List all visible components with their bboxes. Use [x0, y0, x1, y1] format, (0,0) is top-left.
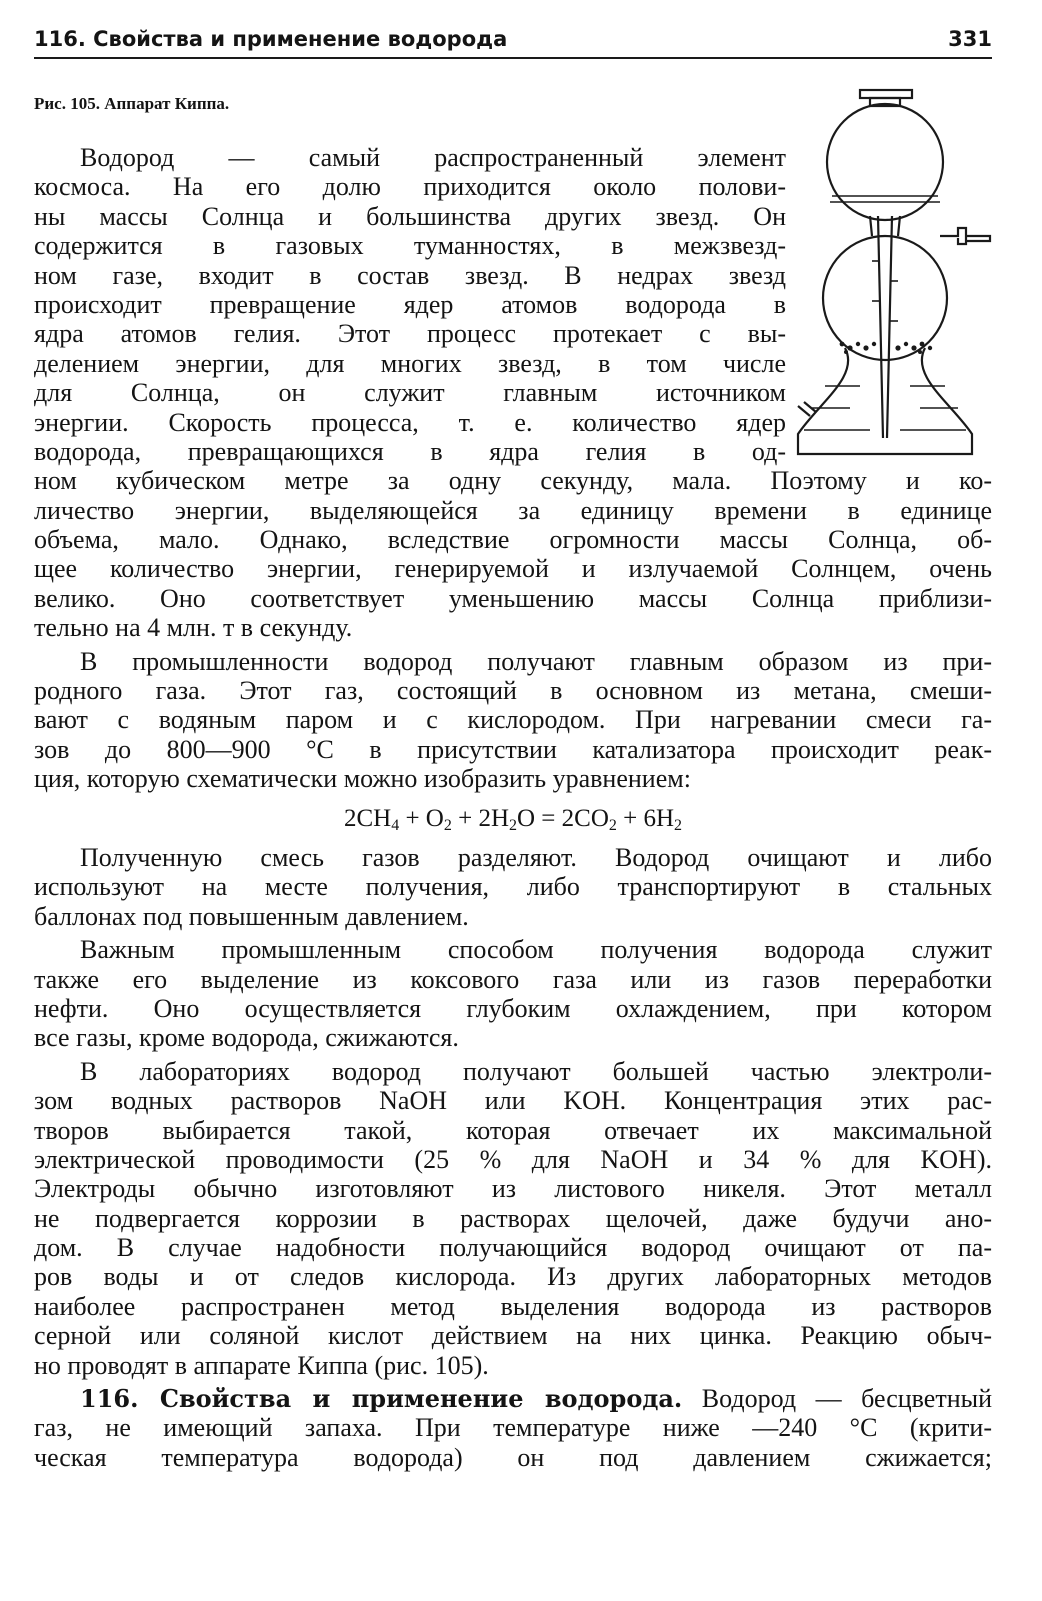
- text-line: космоса. На его долю приходится около полови-: [34, 172, 786, 202]
- text-line: не подвергается коррозии в растворах щелочей, даже будучи ано-: [34, 1203, 992, 1233]
- text-line: содержится в газовых туманностях, в межзвезд-: [34, 231, 786, 261]
- text-line: водорода, превращающихся в ядра гелия в од-: [34, 436, 786, 466]
- text-line: Водород — самый распространенный элемент: [80, 143, 786, 172]
- running-head: [34, 24, 992, 60]
- text-line: делением энергии, для многих звезд, в том числе: [34, 348, 786, 378]
- text-line: баллонах под повышенным давлением.: [34, 901, 469, 931]
- text-line: ном кубическом метре за одну секунду, мала. Поэтому и ко-: [34, 466, 992, 496]
- text-line: личество энергии, выделяющейся за единицу времени в единице: [34, 495, 992, 525]
- text-line: объема, мало. Однако, вследствие огромности массы Солнца, об-: [34, 525, 992, 555]
- text-line: но проводят в аппарате Киппа (рис. 105).: [34, 1350, 489, 1380]
- text-line: ядра атомов гелия. Этот процесс протекает с вы-: [34, 319, 786, 349]
- text-line: В лабораториях водород получают большей частью электроли-: [80, 1056, 992, 1086]
- text-line: все газы, кроме водорода, сжижаются.: [34, 1023, 459, 1053]
- text-line: ция, которую схематически можно изобразить уравнением:: [34, 764, 691, 794]
- section-title: 116. Свойства и применение водорода: [34, 27, 508, 51]
- text-line: происходит превращение ядер атомов водорода в: [34, 289, 786, 319]
- figure-caption: Рис. 105. Аппарат Киппа.: [34, 94, 230, 113]
- text-line: тельно на 4 млн. т в секунду.: [34, 613, 353, 643]
- text-line: Важным промышленным способом получения водорода служит: [80, 935, 992, 965]
- text-line: Электроды обычно изготовляют из листового никеля. Этот металл: [34, 1174, 992, 1204]
- text-line: для Солнца, он служит главным источником: [34, 378, 786, 408]
- text-line: энергии. Скорость процесса, т. е. количество ядер: [34, 407, 786, 437]
- text-line: электрической проводимости (25 % для NaOH и 34 % для KOH).: [34, 1144, 992, 1174]
- body-text: [34, 143, 992, 1472]
- header-rule: [34, 57, 992, 59]
- text-line: наиболее распространен метод выделения водорода из растворов: [34, 1291, 992, 1321]
- text-line: В промышленности водород получают главным образом из при-: [80, 646, 992, 676]
- chemical-equation: $2CH_4 + O_2 + 2H_2O = 2CO_2 + 6H_2$: [343, 804, 683, 834]
- text-line: серной или соляной кислот действием на них цинка. Реакцию обыч-: [34, 1321, 992, 1351]
- text-line: ном газе, входит в состав звезд. В недрах звезд: [34, 260, 786, 290]
- text-line: щее количество энергии, генерируемой и излучаемой Солнцем, очень: [34, 554, 992, 584]
- text-line: вают с водяным паром и с кислородом. При нагревании смеси га-: [34, 705, 992, 735]
- section-heading-line: 116. Свойства и применение водорода. Водород — бесцветный: [80, 1384, 992, 1414]
- text-line: зом водных растворов NaOH или KOH. Концентрация этих рас-: [34, 1086, 992, 1116]
- text-line: творов выбирается такой, которая отвечает их максимальной: [34, 1115, 992, 1145]
- text-line: родного газа. Этот газ, состоящий в основном из метана, смеши-: [34, 676, 992, 706]
- text-line: Полученную смесь газов разделяют. Водород очищают и либо: [80, 842, 992, 872]
- text-line: дом. В случае надобности получающийся водород очищают от па-: [34, 1233, 992, 1263]
- section-heading: 116. Свойства и применение водорода.: [80, 1384, 683, 1414]
- page-number: 331: [948, 27, 992, 51]
- text-line: ны массы Солнца и большинства других звезд. Он: [34, 201, 786, 231]
- text-line: ческая температура водорода) он под давлением сжижается;: [34, 1442, 992, 1472]
- text-line: используют на месте получения, либо транспортируют в стальных: [34, 872, 992, 902]
- text-line: нефти. Оно осуществляется глубоким охлаждением, при котором: [34, 993, 992, 1023]
- text-line: газ, не имеющий запаха. При температуре ниже —240 °С (крити-: [34, 1413, 992, 1443]
- text-line: ров воды и от следов кислорода. Из других лабораторных методов: [34, 1262, 992, 1292]
- text-line: зов до 800—900 °С в присутствии катализатора происходит реак-: [34, 734, 992, 764]
- text-line: велико. Оно соответствует уменьшению массы Солнца приблизи-: [34, 583, 992, 613]
- text-line: также его выделение из коксового газа или из газов переработки: [34, 964, 992, 994]
